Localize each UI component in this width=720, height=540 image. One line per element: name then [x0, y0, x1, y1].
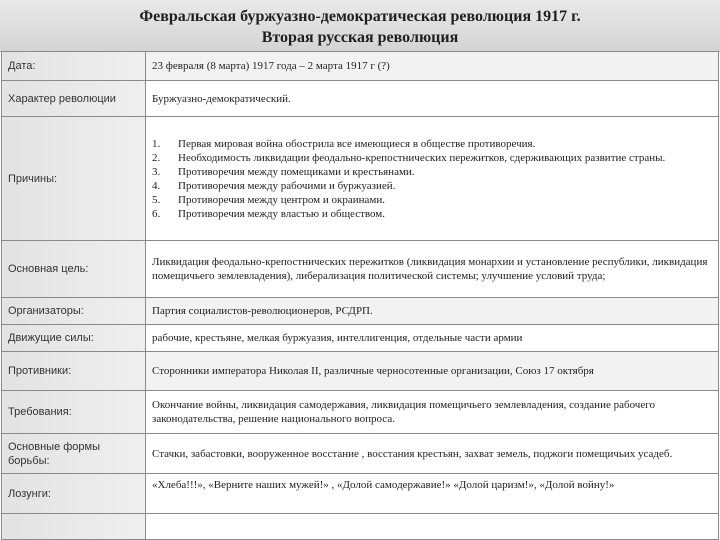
list-item: [152, 179, 712, 193]
list-item: [152, 207, 712, 221]
item-number: 1.: [152, 137, 161, 150]
row-value: Буржуазно-демократический.: [146, 81, 719, 117]
table-row: [2, 352, 719, 391]
row-label: Дата:: [2, 52, 146, 81]
reasons-list: [152, 137, 712, 221]
list-item: [152, 137, 712, 151]
item-number: 4.: [152, 179, 161, 192]
row-label: Организаторы:: [2, 298, 146, 325]
row-value: рабочие, крестьяне, мелкая буржуазия, интеллигенция, отдельные части армии: [146, 325, 719, 352]
row-value: 23 февраля (8 марта) 1917 года – 2 марта 1917 г (?): [146, 52, 719, 81]
row-label: Движущие силы:: [2, 325, 146, 352]
item-text: Первая мировая война обострила все имеющиеся в обществе противоречия.: [178, 137, 536, 150]
revolution-table: [1, 51, 719, 540]
row-label: Основные формы борьбы:: [2, 434, 146, 474]
row-value: Сторонники императора Николая II, различные черносотенные организации, Союз 17 октября: [146, 352, 719, 391]
list-item: [152, 151, 712, 165]
row-value: Ликвидация феодально-крепостнических пережитков (ликвидация монархии и установление республики, ликвидация помещичьего землевладения), либерализация политической системы; улучшение условий труда;: [146, 241, 719, 298]
table-row: [2, 391, 719, 434]
row-value: [146, 514, 719, 540]
table-row: [2, 325, 719, 352]
list-item: [152, 165, 712, 179]
table-row: [2, 514, 719, 540]
row-label: [2, 514, 146, 540]
row-label: Противники:: [2, 352, 146, 391]
table-row: [2, 298, 719, 325]
list-item: [152, 193, 712, 207]
page-subtitle: Вторая русская революция: [261, 29, 459, 46]
table-row: [2, 434, 719, 474]
item-text: Необходимость ликвидации феодально-крепостнических пережитков, сдерживающих развитие страны.: [178, 151, 666, 164]
table-row: [2, 81, 719, 117]
table-row: [2, 241, 719, 298]
item-number: 5.: [152, 193, 161, 206]
row-value: Партия социалистов-революционеров, РСДРП.: [146, 298, 719, 325]
item-number: 2.: [152, 151, 161, 164]
row-value: [146, 117, 719, 241]
item-text: Противоречия между центром и окраинами.: [178, 193, 385, 206]
row-label: Основная цель:: [2, 241, 146, 298]
item-text: Противоречия между помещиками и крестьянами.: [178, 165, 415, 178]
row-label: Характер революции: [2, 81, 146, 117]
row-value: «Хлеба!!!», «Верните наших мужей!» , «Долой самодержавие!» «Долой царизм!», «Долой войну!»: [146, 474, 719, 514]
table-row: [2, 474, 719, 514]
row-label: Лозунги:: [2, 474, 146, 514]
row-label: Требования:: [2, 391, 146, 434]
row-value: Окончание войны, ликвидация самодержавия, ликвидация помещичьего землевладения, создание рабочего законодательства, решение национального вопроса.: [146, 391, 719, 434]
table-row: [2, 52, 719, 81]
row-label: Причины:: [2, 117, 146, 241]
title-band: [0, 0, 720, 52]
item-number: 3.: [152, 165, 161, 178]
row-value: Стачки, забастовки, вооруженное восстание , восстания крестьян, захват земель, поджоги помещичьих усадеб.: [146, 434, 719, 474]
item-text: Противоречия между властью и обществом.: [178, 207, 386, 220]
item-text: Противоречия между рабочими и буржуазией.: [178, 179, 396, 192]
page-title: Февральская буржуазно-демократическая революция 1917 г.: [139, 8, 581, 25]
item-number: 6.: [152, 207, 161, 220]
table-row: [2, 117, 719, 241]
